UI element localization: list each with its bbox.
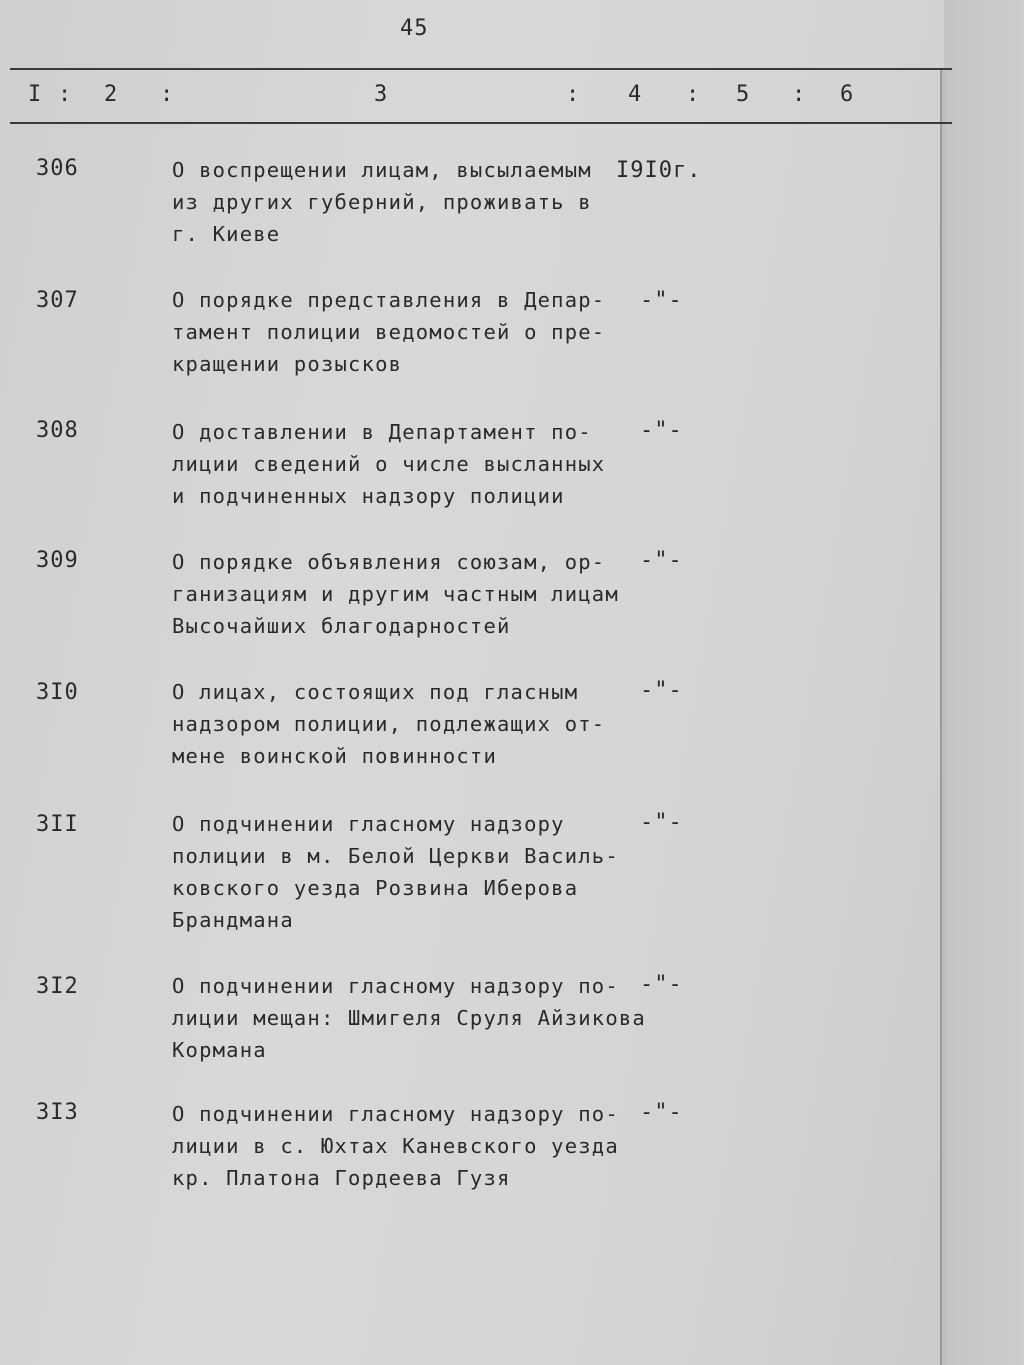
- column-separator: :: [686, 82, 700, 107]
- entry-description: [172, 416, 642, 512]
- column-separator: :: [160, 82, 174, 107]
- entry-date: -"-: [640, 678, 683, 703]
- column-separator: :: [566, 82, 580, 107]
- column-separator: :: [792, 82, 806, 107]
- column-header-2: 2: [104, 82, 118, 107]
- entry-description-line: О подчинении гласному надзору по-: [172, 974, 619, 998]
- entry-date: -"-: [640, 418, 683, 443]
- column-header-5: 5: [736, 82, 750, 107]
- entry-number: 3II: [36, 812, 79, 837]
- entry-description: [172, 546, 642, 642]
- column-header-6: 6: [840, 82, 854, 107]
- entry-description-line: О порядке представления в Депар-: [172, 288, 606, 312]
- entry-number: 307: [36, 288, 79, 313]
- entry-description-line: лиции в с. Юхтах Каневского уезда: [172, 1134, 619, 1158]
- entry-description-line: Брандмана: [172, 908, 294, 932]
- column-header-1: I: [28, 82, 42, 107]
- entry-description-line: О порядке объявления союзам, ор-: [172, 550, 606, 574]
- entry-description-line: лиции сведений о числе высланных: [172, 452, 606, 476]
- entry-description-line: надзором полиции, подлежащих от-: [172, 712, 606, 736]
- entry-description-line: О доставлении в Департамент по-: [172, 420, 592, 444]
- entry-date: I9I0г.: [616, 158, 702, 183]
- entry-description-line: и подчиненных надзору полиции: [172, 484, 565, 508]
- entry-description: [172, 154, 642, 250]
- column-header-3: 3: [374, 82, 388, 107]
- entry-description-line: О подчинении гласному надзору: [172, 812, 565, 836]
- entry-date: -"-: [640, 810, 683, 835]
- entry-description-line: тамент полиции ведомостей о пре-: [172, 320, 606, 344]
- entry-description: [172, 1098, 642, 1194]
- entry-description: [172, 970, 646, 1066]
- entry-description-line: кращении розысков: [172, 352, 403, 376]
- entry-description-line: г. Киеве: [172, 222, 281, 246]
- entry-description-line: ганизациям и другим частным лицам: [172, 582, 619, 606]
- entry-number: 306: [36, 156, 79, 181]
- entry-description: [172, 808, 642, 936]
- column-separator: :: [58, 82, 72, 107]
- entry-number: 3I0: [36, 680, 79, 705]
- entry-description-line: ковского уезда Розвина Иберова: [172, 876, 579, 900]
- entry-description-line: О подчинении гласному надзору по-: [172, 1102, 619, 1126]
- entry-description-line: мене воинской повинности: [172, 744, 498, 768]
- column-header-4: 4: [628, 82, 642, 107]
- header-top-rule: [10, 68, 952, 70]
- entry-description-line: кр. Платона Гордеева Гузя: [172, 1166, 511, 1190]
- entry-description-line: О воспрещении лицам, высылаемым: [172, 158, 592, 182]
- entry-date: -"-: [640, 288, 683, 313]
- entry-description-line: Высочайших благодарностей: [172, 614, 511, 638]
- entry-description-line: из других губерний, проживать в: [172, 190, 592, 214]
- entry-date: -"-: [640, 548, 683, 573]
- header-bottom-rule: [10, 122, 952, 124]
- entry-number: 309: [36, 548, 79, 573]
- entry-date: -"-: [640, 1100, 683, 1125]
- entry-description-line: О лицах, состоящих под гласным: [172, 680, 579, 704]
- page-edge-shadow: [944, 0, 1024, 1365]
- entry-description: [172, 284, 642, 380]
- entry-number: 308: [36, 418, 79, 443]
- page-number: 45: [400, 16, 429, 41]
- page-edge: [940, 70, 946, 1365]
- entry-number: 3I3: [36, 1100, 79, 1125]
- entry-description-line: Кормана: [172, 1038, 267, 1062]
- entry-number: 3I2: [36, 974, 79, 999]
- entry-description: [172, 676, 642, 772]
- entry-description-line: лиции мещан: Шмигеля Сруля Айзикова: [172, 1006, 646, 1030]
- entry-description-line: полиции в м. Белой Церкви Василь-: [172, 844, 619, 868]
- entry-date: -"-: [640, 972, 683, 997]
